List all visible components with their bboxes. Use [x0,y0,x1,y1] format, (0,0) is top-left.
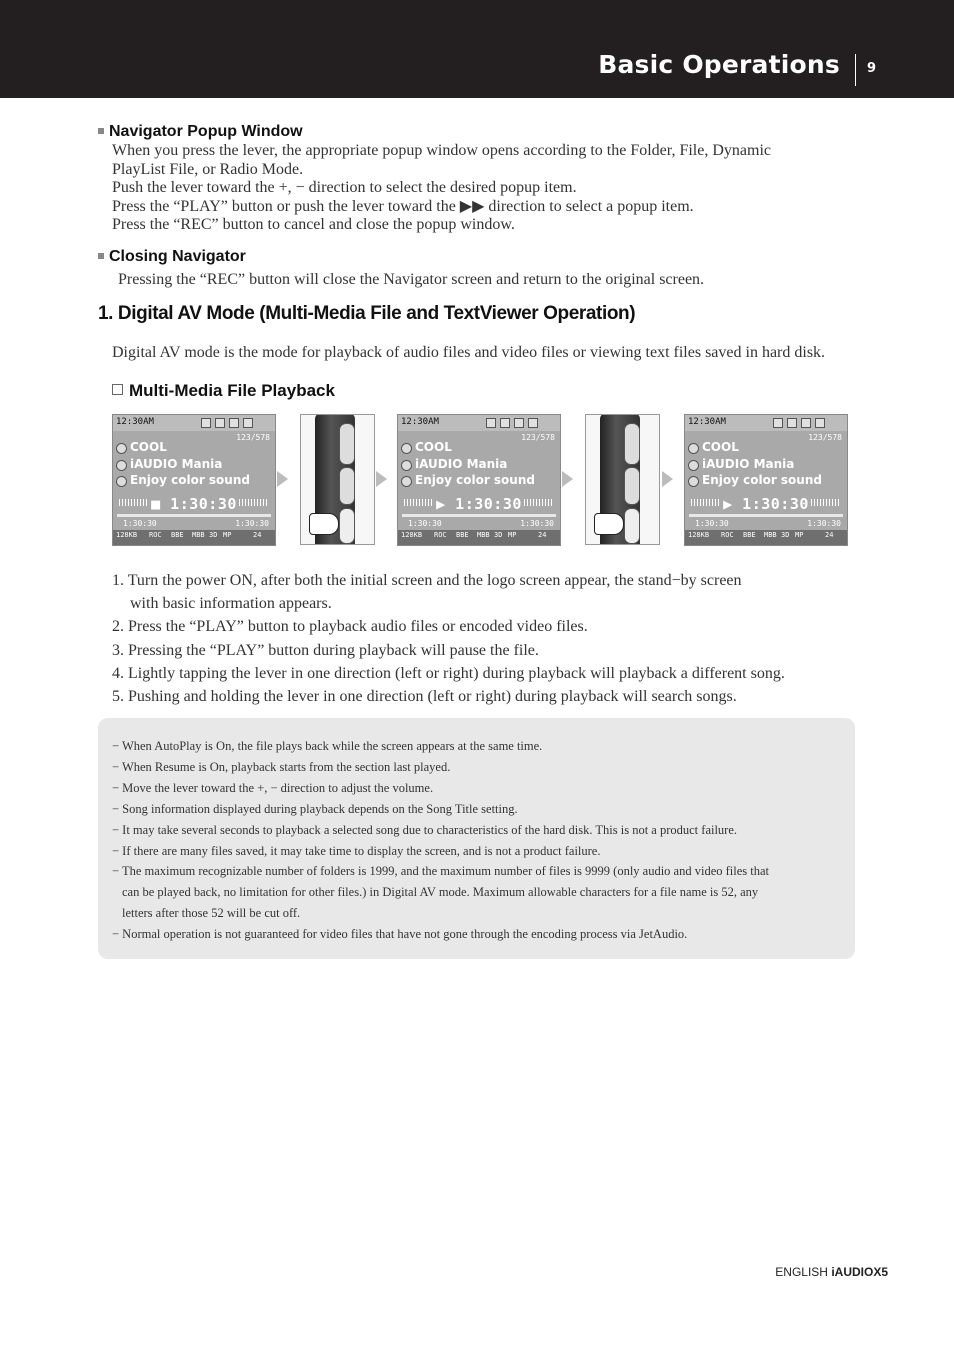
eq-3d: 3D [209,531,218,539]
eq-mbb: MBB [192,531,205,539]
player-screen-3 [684,414,848,546]
note-item: can be played back, no limitation for other files.) in Digital AV mode. Maximum allowable characters for a file name is 52, any [122,885,759,900]
nav-popup-line: When you press the lever, the appropriate popup window opens according to the Folder, File, Dynamic [112,142,771,159]
nav-popup-heading: Navigator Popup Window [98,123,303,141]
step-item: 3. Pressing the “PLAY” button during playback will pause the file. [112,641,539,659]
lever-button [339,423,355,465]
bitrate: 128KB [401,531,423,539]
footer-model: iAUDIOX5 [831,1265,888,1279]
step-item: 5. Pushing and holding the lever in one direction (left or right) during playback will search songs. [112,688,737,706]
album-icon [688,460,699,471]
closing-heading: Closing Navigator [98,248,246,266]
total-time: 1:30:30 [235,519,269,528]
mode-icon [215,418,225,428]
bullet-icon [98,253,104,259]
bitrate: 128KB [688,531,710,539]
arrow-right-icon [562,471,573,487]
step-item: 1. Turn the power ON, after both the initial screen and the logo screen appear, the stand−by screen [112,572,742,589]
mode-icon [787,418,797,428]
step-item: with basic information appears. [130,595,332,613]
closing-line: Pressing the “REC” button will close the Navigator screen and return to the original screen. [118,271,705,288]
total-time: 1:30:30 [520,519,554,528]
play-icon: ▶ [436,495,446,513]
track-counter: 123/578 [236,433,270,442]
subsection-heading: Multi-Media File Playback [112,381,335,401]
eq-rock: ROC [434,531,447,539]
volume: 24 [253,531,262,539]
battery-icon [815,418,825,428]
nav-popup-line: Press the “REC” button to cancel and close the popup window. [112,216,515,233]
artist-icon [116,443,127,454]
note-item: − If there are many files saved, it may take time to display the screen, and is not a product failure. [112,843,601,858]
note-item: − When AutoPlay is On, the file plays back while the screen appears at the same time. [112,739,543,753]
arrow-right-icon [662,471,673,487]
eq-rock: ROC [149,531,162,539]
step-item: 2. Press the “PLAY” button to playback audio files or encoded video files. [112,618,588,636]
info-bar [685,530,847,546]
clock: 12:30AM [401,417,439,427]
title-icon [116,476,127,487]
track-counter: 123/578 [808,433,842,442]
elapsed-time: 1:30:30 [123,519,157,528]
artist-text: COOL [130,440,167,454]
section-title: 1. Digital AV Mode (Multi-Media File and TextViewer Operation) [98,303,636,324]
playback-time: ■ 1:30:30 [151,495,237,513]
eq-mp: MP [508,531,517,539]
mode-icon [500,418,510,428]
eq-rock: ROC [721,531,734,539]
steps-list [112,569,785,708]
square-bullet-icon [112,384,123,395]
lever-button [624,423,640,465]
player-screen-2 [397,414,561,546]
clock: 12:30AM [688,417,726,427]
device-illustration-2 [585,414,660,545]
info-bar [398,530,560,546]
eq-3d: 3D [781,531,790,539]
pointing-hand-icon [594,513,624,535]
repeat-icon [201,418,211,428]
bullet-icon [98,128,104,134]
eq-bbe: BBE [743,531,756,539]
title-text: Enjoy color sound [130,473,250,487]
playback-time: ▶ 1:30:30 [436,495,522,513]
artist-text: COOL [415,440,452,454]
header-divider [855,54,856,86]
device-illustration-1 [300,414,375,545]
note-item: − Normal operation is not guaranteed for video files that have not gone through the encoding process via JetAudio. [112,927,688,942]
note-item: − Move the lever toward the +, − direction to adjust the volume. [112,780,434,795]
step-item: 4. Lightly tapping the lever in one direction (left or right) during playback will playback a different song. [112,664,785,682]
volume: 24 [825,531,834,539]
arrow-right-icon [376,471,387,487]
eq-mbb: MBB [764,531,777,539]
arrow-right-icon [277,471,288,487]
album-text: iAUDIO Mania [130,457,223,471]
note-item: − When Resume is On, playback starts from the section last played. [112,759,451,774]
total-time: 1:30:30 [807,519,841,528]
player-screen-1 [112,414,276,546]
rec-button [339,467,355,505]
eq-mbb: MBB [477,531,490,539]
stop-icon: ■ [151,495,161,513]
title-text: Enjoy color sound [415,473,535,487]
play-button [624,508,640,544]
play-icon: ▶ [723,495,733,513]
nav-popup-line: Push the lever toward the +, − direction to select the desired popup item. [112,179,577,196]
artist-text: COOL [702,440,739,454]
note-item: − The maximum recognizable number of folders is 1999, and the maximum number of files is 9999 (only audio and video files that [112,864,770,879]
eq-3d: 3D [494,531,503,539]
nav-popup-line: Press the “PLAY” button or push the lever toward the ▶▶ direction to select a popup item. [112,197,694,215]
note-item: − Song information displayed during playback depends on the Song Title setting. [112,801,518,816]
lock-icon [801,418,811,428]
lock-icon [229,418,239,428]
page-header [0,0,954,98]
battery-icon [528,418,538,428]
clock: 12:30AM [116,417,154,427]
note-item: letters after those 52 will be cut off. [122,906,301,921]
page-footer [775,1265,888,1279]
page-title: Basic Operations [598,50,840,79]
progress-bar [689,514,843,517]
repeat-icon [773,418,783,428]
section-intro: Digital AV mode is the mode for playback of audio files and video files or viewing text files saved in hard disk. [112,344,826,361]
title-icon [401,476,412,487]
album-icon [401,460,412,471]
bitrate: 128KB [116,531,138,539]
progress-bar [117,514,271,517]
info-bar [113,530,275,546]
eq-mp: MP [223,531,232,539]
playback-time: ▶ 1:30:30 [723,495,809,513]
title-text: Enjoy color sound [702,473,822,487]
eq-bbe: BBE [456,531,469,539]
pointing-hand-icon [309,513,339,535]
eq-mp: MP [795,531,804,539]
battery-icon [243,418,253,428]
eq-bbe: BBE [171,531,184,539]
page-number: 9 [867,61,877,76]
elapsed-time: 1:30:30 [408,519,442,528]
elapsed-time: 1:30:30 [695,519,729,528]
repeat-icon [486,418,496,428]
notes-list [112,736,769,945]
volume: 24 [538,531,547,539]
note-item: − It may take several seconds to playback a selected song due to characteristics of the hard disk. This is not a product failure. [112,822,738,837]
nav-popup-line: PlayList File, or Radio Mode. [112,160,304,178]
artist-icon [401,443,412,454]
play-button [339,508,355,544]
album-icon [116,460,127,471]
artist-icon [688,443,699,454]
album-text: iAUDIO Mania [415,457,508,471]
lock-icon [514,418,524,428]
footer-language: ENGLISH [775,1265,828,1279]
track-counter: 123/578 [521,433,555,442]
rec-button [624,467,640,505]
progress-bar [402,514,556,517]
album-text: iAUDIO Mania [702,457,795,471]
title-icon [688,476,699,487]
